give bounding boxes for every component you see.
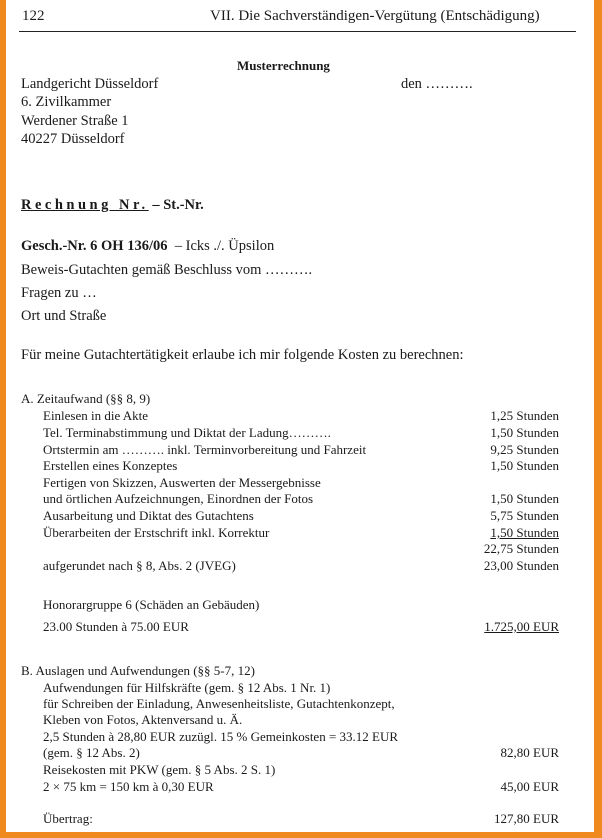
expense-value: 45,00 EUR [500,779,559,794]
page-number: 122 [22,8,45,24]
expense-line: für Schreiben der Einladung, Anwesenheitsliste, Gutachtenkonzept, [43,696,395,711]
location-line: Ort und Straße [21,308,107,324]
expense-line: Kleben von Fotos, Aktenversand u. Ä. [43,712,243,727]
expense-value: 82,80 EUR [500,745,559,760]
line-item-label: und örtlichen Aufzeichnungen, Einordnen der Fotos [43,491,314,506]
line-item-value: 1,25 Stunden [490,408,559,423]
line-item-label: Erstellen eines Konzeptes [43,458,178,473]
intro-text: Für meine Gutachtertätigkeit erlaube ich mir folgende Kosten zu berechnen: [21,347,464,363]
document-page [6,0,594,832]
line-item-value: 5,75 Stunden [490,508,559,523]
address-line: 40227 Düsseldorf [21,131,125,147]
fee-total: 1.725,00 EUR [484,619,559,634]
case-parties: – Icks ./. Üpsilon [174,238,275,254]
invoice-label: Rechnung Nr. [21,197,149,213]
section-b-heading: B. Auslagen und Aufwendungen (§§ 5-7, 12) [21,663,255,678]
questions-line: Fragen zu … [21,285,97,301]
evidence-line: Beweis-Gutachten gemäß Beschluss vom ………. [21,262,313,278]
chapter-title: VII. Die Sachverständigen-Vergütung (Entschädigung) [210,8,540,24]
expense-line: 2,5 Stunden à 28,80 EUR zuzügl. 15 % Gemeinkosten = 33.12 EUR [43,729,399,744]
carry-over-value: 127,80 EUR [494,811,559,826]
rounded-label: aufgerundet nach § 8, Abs. 2 (JVEG) [43,558,236,573]
address-line: Werdener Straße 1 [21,113,129,129]
document-title: Musterrechnung [237,58,330,73]
fee-calculation: 23.00 Stunden à 75.00 EUR [43,619,189,634]
expense-line: Reisekosten mit PKW (gem. § 5 Abs. 2 S. 1) [43,762,276,777]
line-item-value: 1,50 Stunden [490,458,559,473]
section-a-heading: A. Zeitaufwand (§§ 8, 9) [21,391,151,406]
carry-over-label: Übertrag: [43,811,93,826]
line-item-value: 1,50 Stunden [490,491,559,506]
line-item-label: Einlesen in die Akte [43,408,149,423]
expense-line: 2 × 75 km = 150 km à 0,30 EUR [43,779,214,794]
invoice-number [21,197,204,214]
expense-line: Aufwendungen für Hilfskräfte (gem. § 12 Abs. 1 Nr. 1) [43,680,331,695]
line-item-label: Fertigen von Skizzen, Auswerten der Messergebnisse [43,475,321,490]
invoice-suffix: – St.-Nr. [152,197,204,213]
line-item-label: Ortstermin am ………. inkl. Terminvorbereitung und Fahrzeit [43,442,367,457]
fee-group: Honorargruppe 6 (Schäden an Gebäuden) [43,597,260,612]
line-item-value: 9,25 Stunden [490,442,559,457]
address-line: 6. Zivilkammer [21,94,112,110]
line-item-value: 1,50 Stunden [490,525,559,540]
subtotal-hours: 22,75 Stunden [483,541,559,556]
line-item-label: Tel. Terminabstimmung und Diktat der Ladung………. [43,425,331,440]
expense-line: (gem. § 12 Abs. 2) [43,745,140,760]
rounded-hours: 23,00 Stunden [483,558,559,573]
line-item-label: Überarbeiten der Erstschrift inkl. Korrektur [43,525,270,540]
line-item-label: Ausarbeitung und Diktat des Gutachtens [43,508,254,523]
case-number: Gesch.-Nr. 6 OH 136/06 [21,238,168,254]
case-line [21,238,274,255]
line-item-value: 1,50 Stunden [490,425,559,440]
address-line: Landgericht Düsseldorf [21,76,159,92]
date-line: den ………. [401,76,473,92]
header-rule [19,31,576,32]
